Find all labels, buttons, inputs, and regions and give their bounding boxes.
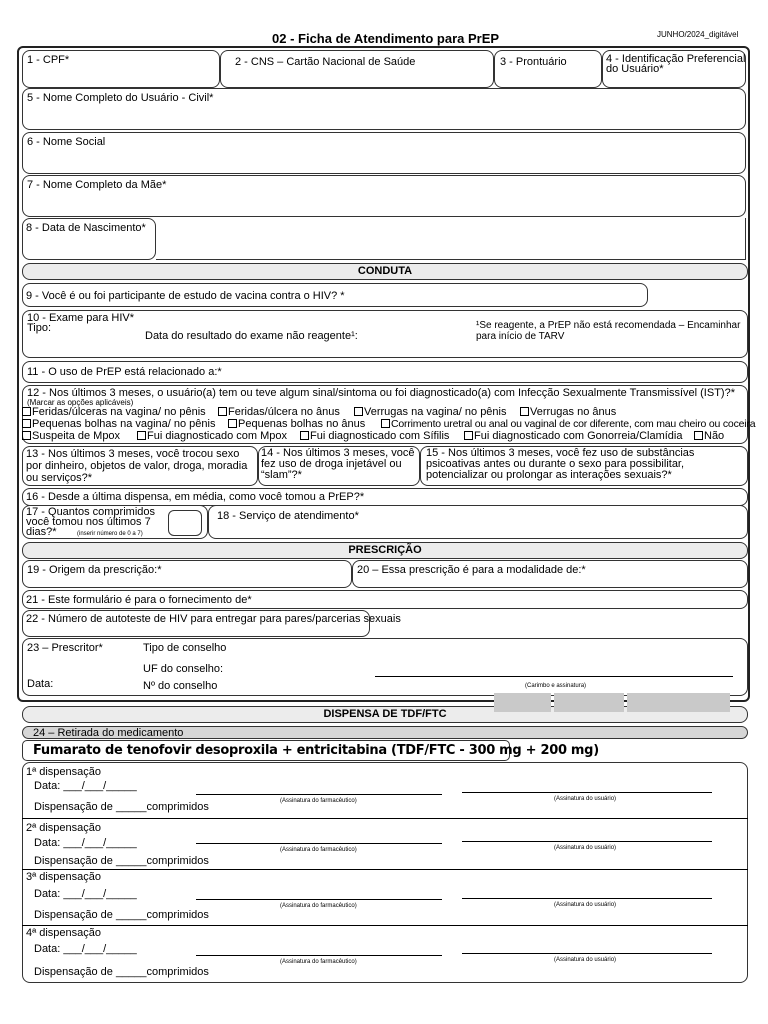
checkbox-icon [381,419,390,428]
dispensacao-qty[interactable]: Dispensação de _____comprimidos [34,855,209,867]
option-label: Pequenas bolhas no ânus [238,418,366,430]
option-label: Não [704,430,725,442]
prescricao-section-header: PRESCRIÇÃO [22,542,748,559]
droga-injetavel-label: 14 - Nos últimos 3 meses, você fez uso de droga injetável ou “slam”?* [261,447,415,481]
checkbox-icon [22,407,31,416]
usuario-signature-label: (Assinatura do usuário) [554,957,617,963]
cns-field[interactable] [220,50,494,88]
page-title: 02 - Ficha de Atendimento para PrEP [272,31,500,46]
option-label: Verrugas no ânus [530,406,617,418]
como-tomou-label: 16 - Desde a última dispensa, em média, como você tomou a PrEP?* [26,491,365,503]
cpf-label: 1 - CPF* [27,54,70,66]
ist-option-diag-sifilis[interactable] [300,430,449,442]
origem-prescricao-field[interactable] [22,560,352,588]
identificacao-field[interactable] [602,50,746,88]
option-label: Pequenas bolhas na vagina/ no pênis [32,418,216,430]
vacina-hiv-field[interactable] [22,283,648,307]
farmaceutico-signature-label: (Assinatura do farmacêutico) [280,847,357,853]
ist-option-feridas-vagina[interactable] [22,406,206,418]
ist-option-corrimento[interactable] [381,418,755,430]
checkbox-icon [300,431,309,440]
n-conselho-label: Nº do conselho [143,680,218,692]
option-label: Fui diagnosticado com Mpox [147,430,288,442]
comprimidos-input[interactable] [168,510,202,536]
nome-mae-label: 7 - Nome Completo da Mãe* [27,179,167,191]
exame-data-label: Data do resultado do exame não reagente¹: [145,330,358,342]
checkbox-icon [520,407,529,416]
usuario-signature-line [462,792,712,793]
dispensacao-qty[interactable]: Dispensação de _____comprimidos [34,909,209,921]
ist-option-diag-mpox[interactable] [137,430,287,442]
exame-note: ¹Se reagente, a PrEP não está recomendada – Encaminhar para início de TARV [476,320,741,342]
farmaceutico-signature-line [196,899,442,900]
comprimidos-hint: (inserir número de 0 a 7) [77,531,143,537]
farmaceutico-signature-line [196,794,442,795]
nome-mae-field[interactable] [22,175,746,217]
option-label: Suspeita de Mpox [32,430,121,442]
ist-option-verrugas-anus[interactable] [520,406,616,418]
checkbox-icon [694,431,703,440]
autoteste-field[interactable] [22,610,401,637]
ist-option-nao[interactable] [694,430,724,442]
modalidade-field[interactable] [352,560,748,588]
retirada-medicamento-label: 24 – Retirada do medicamento [33,727,184,739]
prontuario-field[interactable] [494,50,602,88]
ist-option-verrugas-vagina[interactable] [354,406,507,418]
checkbox-icon [228,419,237,428]
substancias-field[interactable] [420,446,748,486]
option-label: Feridas/úlceras na vagina/ no pênis [32,406,206,418]
ist-hint: (Marcar as opções aplicáveis) [27,398,134,407]
substancias-label: 15 - Nos últimos 3 meses, você fez uso de substâncias psicoativas antes ou durante o sexo para possibilitar, potencializar ou prolongar as interações sexuais?* [426,447,695,481]
cns-label: 2 - CNS – Cartão Nacional de Saúde [235,56,416,68]
option-label: Fui diagnosticado com Gonorreia/Clamídia [474,430,683,442]
nome-social-label: 6 - Nome Social [27,136,106,148]
dispensacao-data[interactable]: Data: ___/___/_____ [34,943,137,955]
droga-injetavel-field[interactable] [258,446,420,486]
autoteste-label: 22 - Número de autoteste de HIV para entregar para pares/parcerias sexuais [26,613,401,625]
usuario-signature-line [462,841,712,842]
dispensa-section-header: DISPENSA DE TDF/FTC [22,706,748,723]
dispensa-shade-3 [627,693,730,712]
uf-conselho-label: UF do conselho: [143,663,224,675]
dispensacao-title: 2ª dispensação [26,822,102,834]
troca-sexo-field[interactable] [22,446,258,486]
carimbo-label: (Carimbo e assinatura) [525,683,587,689]
identificacao-label: 4 - Identificação Preferencial do Usuário* [606,53,746,75]
data-nascimento-field[interactable] [22,218,156,260]
exame-hiv-field[interactable] [22,310,748,358]
dispensa-shade-2 [554,693,624,712]
dispensacao-data[interactable]: Data: ___/___/_____ [34,837,137,849]
farmaceutico-signature-label: (Assinatura do farmacêutico) [280,903,357,909]
farmaceutico-signature-line [196,955,442,956]
farmaceutico-signature-label: (Assinatura do farmacêutico) [280,798,357,804]
farmaceutico-signature-label: (Assinatura do farmacêutico) [280,959,357,965]
dispensacao-qty[interactable]: Dispensação de _____comprimidos [34,801,209,813]
dispensacao-data[interactable]: Data: ___/___/_____ [34,780,137,792]
nome-social-field[interactable] [22,132,746,174]
usuario-signature-label: (Assinatura do usuário) [554,902,617,908]
dispensacao-qty[interactable]: Dispensação de _____comprimidos [34,966,209,978]
option-label: Verrugas na vagina/ no pênis [364,406,507,418]
dispensacao-data[interactable]: Data: ___/___/_____ [34,888,137,900]
data-nascimento-row [156,218,746,260]
medicamento-title: Fumarato de tenofovir desoproxila + entricitabina (TDF/FTC - 300 mg + 200 mg) [33,743,599,758]
exame-tipo-label: Tipo: [27,322,52,334]
usuario-signature-line [462,898,712,899]
data-nascimento-label: 8 - Data de Nascimento* [26,222,146,234]
option-label: Feridas/úlcera no ânus [228,406,340,418]
servico-atendimento-field[interactable] [208,505,748,539]
option-label: Corrimento uretral ou anal ou vaginal de cor diferente, com mau cheiro ou coceira [391,418,756,430]
dispensa-shade-1 [494,693,551,712]
usuario-signature-line [462,953,712,954]
origem-prescricao-label: 19 - Origem da prescrição:* [27,564,162,576]
dispensacao-row-3 [22,870,748,925]
como-tomou-field[interactable] [22,488,748,506]
fornecimento-field[interactable] [22,590,748,609]
ist-option-bolhas-anus[interactable] [228,418,365,430]
conduta-section-header: CONDUTA [22,263,748,280]
vacina-hiv-label: 9 - Você é ou foi participante de estudo de vacina contra o HIV? * [26,290,345,302]
dispensacao-title: 1ª dispensação [26,766,102,778]
prescritor-label: 23 – Prescritor* [27,642,103,654]
carimbo-line [375,676,733,677]
ist-option-bolhas-vagina[interactable] [22,418,215,430]
uso-prep-field[interactable] [22,361,748,383]
ist-option-suspeita-mpox[interactable] [22,430,120,442]
modalidade-label: 20 – Essa prescrição é para a modalidade de:* [357,564,586,576]
cpf-field[interactable] [22,50,220,88]
medicamento-title-box [22,740,599,761]
fornecimento-label: 21 - Este formulário é para o fornecimento de* [26,594,252,606]
dispensacao-row-4 [22,926,748,982]
uso-prep-label: 11 - O uso de PrEP está relacionado a:* [27,366,222,378]
farmaceutico-signature-line [196,843,442,844]
dispensacao-row-2 [22,819,748,869]
nome-civil-label: 5 - Nome Completo do Usuário - Civil* [27,92,214,104]
checkbox-icon [22,431,31,440]
checkbox-icon [22,419,31,428]
option-label: Fui diagnosticado com Sífilis [310,430,450,442]
exame-hiv-label: 10 - Exame para HIV* [27,312,134,324]
retirada-medicamento-header [22,726,748,739]
version-label: JUNHO/2024_digitável [657,30,739,39]
nome-civil-field[interactable] [22,88,746,130]
ist-label: 12 - Nos últimos 3 meses, o usuário(a) tem ou teve algum sinal/sintoma ou foi diagnosticado(a) com Infecção Sexualmente Transmissível (IST)?* [27,387,735,399]
checkbox-icon [218,407,227,416]
prescritor-data-label: Data: [27,678,54,690]
usuario-signature-label: (Assinatura do usuário) [554,845,617,851]
usuario-signature-label: (Assinatura do usuário) [554,796,617,802]
ist-option-feridas-anus[interactable] [218,406,340,418]
dispensacao-title: 4ª dispensação [26,927,102,939]
dispensacao-title: 3ª dispensação [26,871,102,883]
prontuario-label: 3 - Prontuário [500,56,567,68]
checkbox-icon [137,431,146,440]
comprimidos-label: 17 - Quantos comprimidos você tomou nos últimos 7 dias?* [26,506,155,538]
ist-option-diag-gonorreia[interactable] [464,430,683,442]
prescritor-field[interactable] [22,638,748,696]
checkbox-icon [464,431,473,440]
checkbox-icon [354,407,363,416]
servico-atendimento-label: 18 - Serviço de atendimento* [217,510,359,522]
troca-sexo-label: 13 - Nos últimos 3 meses, você trocou sexo por dinheiro, objetos de valor, droga, moradia ou serviços?* [26,448,248,484]
dispensacao-row-1 [22,764,748,818]
tipo-conselho-label: Tipo de conselho [143,642,227,654]
